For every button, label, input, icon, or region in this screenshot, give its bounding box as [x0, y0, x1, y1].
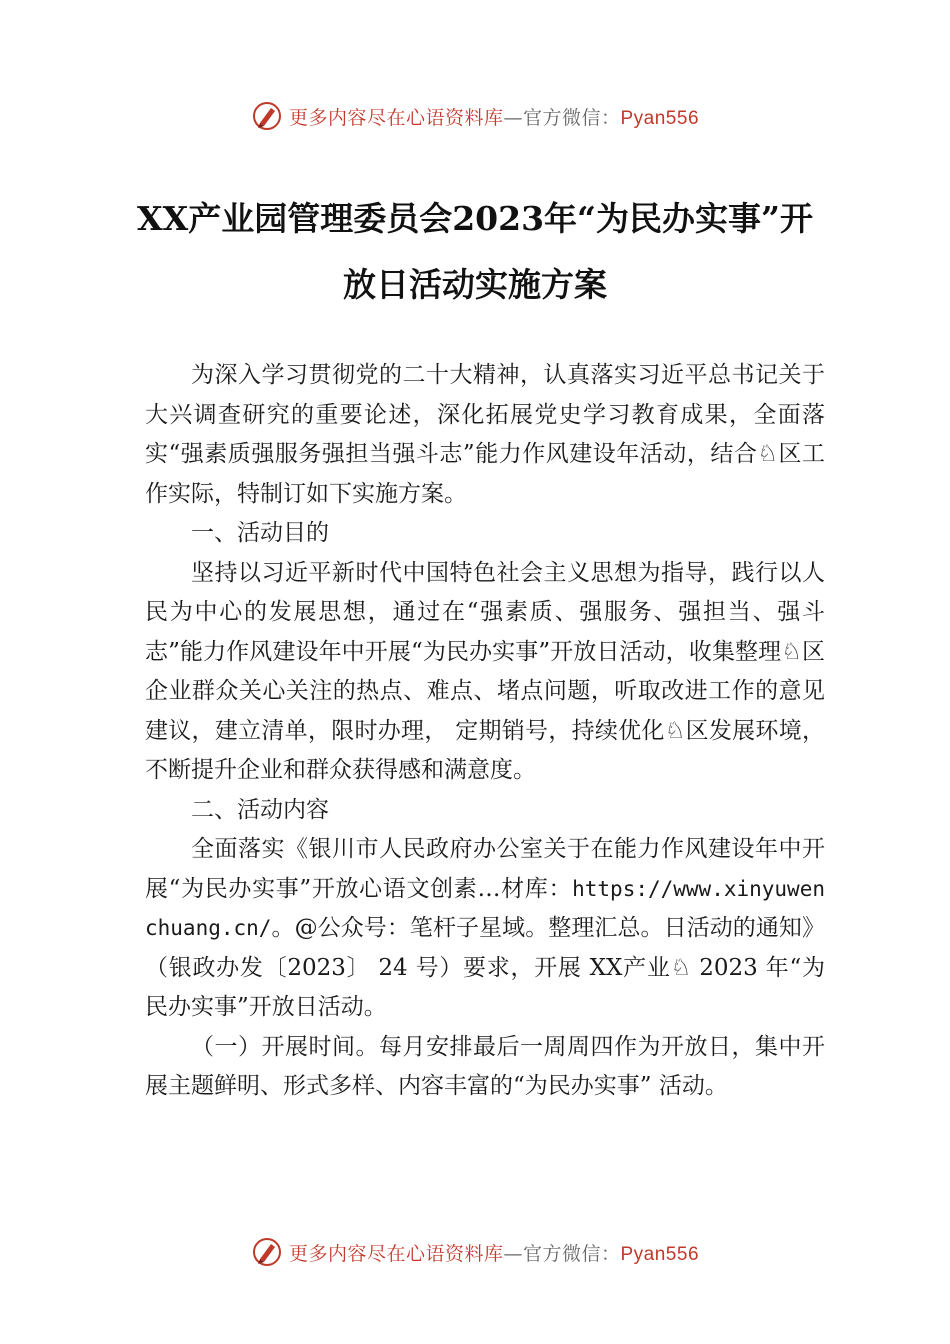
paragraph-content-url: https://www.xinyuwenchuang.cn/: [145, 876, 825, 940]
section-heading-content: 二、活动内容: [191, 796, 329, 823]
document-title: XX产业园管理委员会2023年“为民办实事”开放日活动实施方案: [136, 199, 814, 304]
watermark-dash: —: [503, 106, 523, 129]
watermark-brand: 更多内容尽在心语资料库: [288, 106, 504, 129]
watermark-wechat-id: Pyan556: [620, 1243, 700, 1265]
section-heading-purpose: 一、活动目的: [191, 520, 329, 546]
paragraph-time: （一）开展时间。每月安排最后一周周四作为开放日，集中开展主题鲜明、形式多样、内容丰富的“为民办实事” 活动。: [145, 1033, 825, 1099]
paragraph-content-part1: 全面落实《银川市人民政府办公室关于在能力作风建设年中开展“为民办实事”开放心语文创素…材库：: [145, 836, 825, 902]
watermark-wechat-label: 官方微信：: [522, 1242, 621, 1265]
watermark-header: [0, 96, 950, 136]
paragraph-intro: 为深入学习贯彻党的二十大精神，认真落实习近平总书记关于大兴调查研究的重要论述，深化拓展党史学习教育成果，全面落实“强素质强服务强担当强斗志”能力作风建设年活动，结合♘区工作实际，特制订如下实施方案。: [145, 362, 825, 507]
watermark-wechat-label: 官方微信：: [522, 106, 621, 129]
watermark-dash: —: [503, 1242, 523, 1265]
watermark-brand: 更多内容尽在心语资料库: [288, 1242, 504, 1265]
pen-nib-circle-icon: [251, 1236, 283, 1268]
paragraph-content-part2: 。@公众号：笔杆子星域。整理汇总。日活动的通知》（银政办发〔2023〕 24 号）要求，开展 XX产业♘ 2023 年“为民办实事”开放日活动。: [145, 915, 825, 1020]
watermark-wechat-id: Pyan556: [620, 107, 700, 129]
paragraph-purpose: 坚持以习近平新时代中国特色社会主义思想为指导，践行以人民为中心的发展思想，通过在“强素质、强服务、强担当、强斗志”能力作风建设年中开展“为民办实事”开放日活动，收集整理♘区企业群众关心关注的热点、难点、堵点问题，听取改进工作的意见建议，建立清单，限时办理， 定期销号，持续优化♘区发展环境，不断提升企业和群众获得感和满意度。: [145, 559, 825, 783]
document-body: [145, 356, 825, 1107]
watermark-text: [289, 1239, 699, 1266]
pen-nib-circle-icon: [251, 100, 283, 132]
watermark-footer: [0, 1232, 950, 1272]
paragraph-content: [145, 830, 825, 1028]
watermark-text: [289, 103, 699, 130]
